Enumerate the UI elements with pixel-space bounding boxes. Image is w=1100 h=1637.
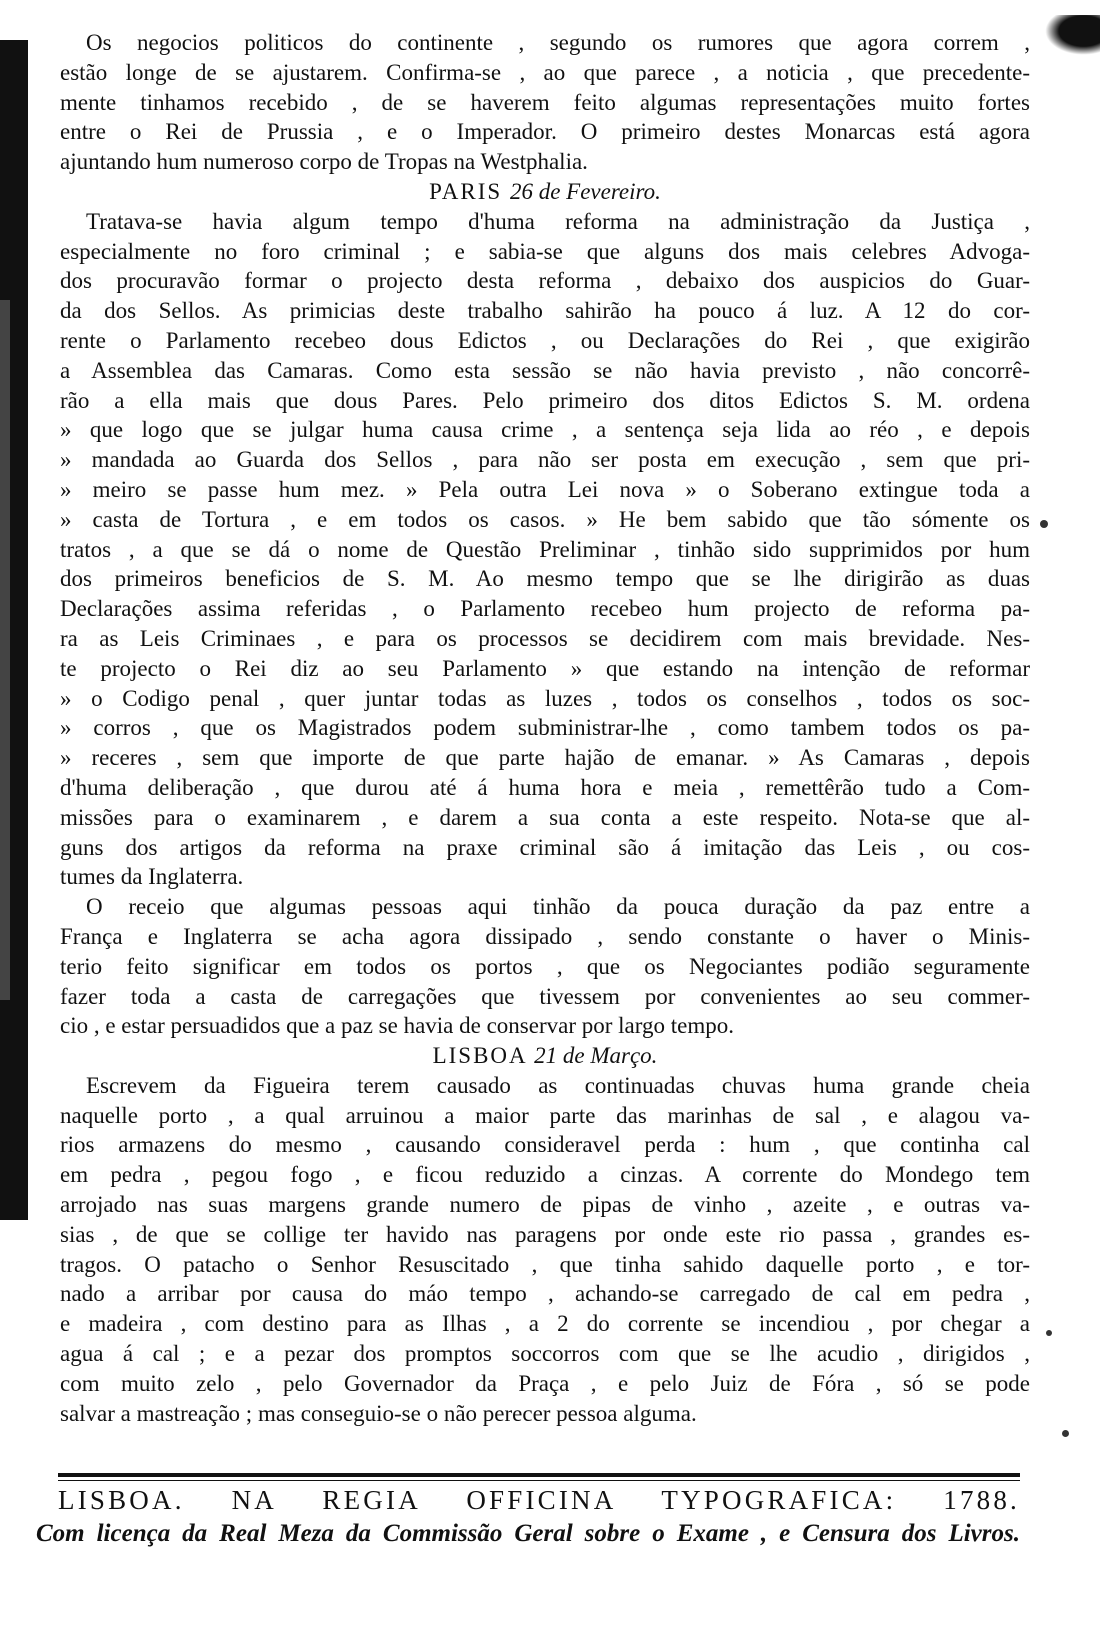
ink-blot (1045, 15, 1100, 55)
text-line: rios armazens do mesmo , causando consideravel perda : hum , que continha cal (60, 1132, 1030, 1158)
text-line: tragos. O patacho o Senhor Resuscitado , que tinha sahido daquelle porto , e tor- (60, 1251, 1030, 1277)
text-line: Tratava-se havia algum tempo d'huma reforma na administração da Justiça , (86, 208, 1030, 234)
news-paragraph-figueira-flood (60, 1071, 1030, 1429)
text-line: agua á cal ; e a pezar dos promptos soccorros com que se lhe acudio , dirigidos , (60, 1341, 1030, 1367)
heading-city: LISBOA (432, 1043, 527, 1069)
text-line: da dos Sellos. As primicias deste trabalho sahirão ha pouco á luz. A 12 do cor- (60, 298, 1030, 324)
heading-paris (60, 177, 1030, 207)
newspaper-page (60, 28, 1030, 1428)
text-line: nado a arribar por causa do máo tempo , achando-se carregado de cal em pedra , (60, 1281, 1030, 1307)
text-line: França e Inglaterra se acha agora dissipado , sendo constante o haver o Minis- (60, 923, 1030, 949)
text-line: ra as Leis Criminaes , e para os processos se decidirem com mais brevidade. Nes- (60, 625, 1030, 651)
text-line: ajuntando hum numeroso corpo de Tropas na Westphalia. (60, 149, 588, 175)
text-line: dos procuravão formar o projecto desta reforma , debaixo dos auspicios do Guar- (60, 268, 1030, 294)
text-line: te projecto o Rei diz ao seu Parlamento » que estando na intenção de reformar (60, 655, 1030, 681)
text-line: » corros , que os Magistrados podem subministrar-lhe , como tambem todos os pa- (60, 715, 1030, 741)
ink-speck (1046, 1330, 1052, 1336)
ink-speck (1062, 1430, 1069, 1437)
text-line: com muito zelo , pelo Governador da Praça , e pelo Juiz de Fóra , só se pode (60, 1370, 1030, 1396)
text-line: Os negocios politicos do continente , segundo os rumores que agora correm , (86, 30, 1030, 55)
text-line: tratos , a que se dá o nome de Questão Preliminar , tinhão sido supprimidos por hum (60, 536, 1030, 562)
text-line: Escrevem da Figueira terem causado as continuadas chuvas huma grande cheia (86, 1072, 1030, 1098)
text-line: » o Codigo penal , quer juntar todas as luzes , todos os conselhos , todos os soc- (60, 685, 1030, 711)
text-line: estão longe de se ajustarem. Confirma-se , ao que parece , a noticia , que precedente- (60, 59, 1030, 85)
heading-date: 26 de Fevereiro. (509, 178, 661, 204)
text-line: dos primeiros beneficios de S. M. Ao mesmo tempo que se lhe dirigirão as duas (60, 566, 1030, 592)
text-line: d'huma deliberação , que durou até á huma hora e meia , remettêrão tudo a Com- (60, 774, 1030, 800)
text-line: e madeira , com destino para as Ilhas , a 2 do corrente se incendiou , por chegar a (60, 1311, 1030, 1337)
text-line: » casta de Tortura , e em todos os casos. » He bem sabido que tão sómente os (60, 506, 1030, 532)
text-line: fazer toda a casta de carregações que tivessem por convenientes ao seu commer- (60, 983, 1030, 1009)
text-line: especialmente no foro criminal ; e sabia-se que alguns dos mais celebres Advoga- (60, 238, 1030, 264)
text-line: terio feito significar em todos os portos , que os Negociantes podião seguramente (60, 953, 1030, 979)
text-line: rente o Parlamento recebeo dous Edictos , ou Declarações do Rei , que exigirão (60, 327, 1030, 353)
page-edge-shadow-inner (0, 300, 10, 1000)
text-line: missões para o examinarem , e darem a sua conta a este respeito. Nota-se que al- (60, 804, 1030, 830)
text-line: » que logo que se julgar huma causa crime , a sentença seja lida ao réo , e depois (60, 417, 1030, 443)
text-line: » mandada ao Guarda dos Sellos , para não ser posta em execução , sem que pri- (60, 447, 1030, 473)
text-line: arrojado nas suas margens grande numero de pipas de vinho , azeite , e outras va- (60, 1192, 1030, 1218)
text-line: O receio que algumas pessoas aqui tinhão da pouca duração da paz entre a (86, 894, 1030, 920)
news-paragraph-justice-reform (60, 207, 1030, 892)
text-line: mente tinhamos recebido , de se haverem feito algumas representações muito fortes (60, 89, 1030, 115)
text-line: naquelle porto , a qual arruinou a maior parte das marinhas de sal , e alagou va- (60, 1102, 1030, 1128)
heading-city: PARIS (429, 178, 503, 204)
text-line: em pedra , pegou fogo , e ficou reduzido a cinzas. A corrente do Mondego tem (60, 1162, 1030, 1188)
text-line: a Assemblea das Camaras. Como esta sessão se não havia previsto , não concorrê- (60, 357, 1030, 383)
text-line: tumes da Inglaterra. (60, 864, 244, 890)
ink-speck (1040, 520, 1048, 528)
text-line: guns dos artigos da reforma na praxe criminal são á imitação das Leis , ou cos- (60, 834, 1030, 860)
text-line: Declarações assima referidas , o Parlamento recebeo hum projecto de reforma pa- (60, 596, 1030, 622)
news-paragraph-peace (60, 892, 1030, 1041)
text-line: salvar a mastreação ; mas conseguio-se o não perecer pessoa alguma. (60, 1400, 697, 1426)
heading-lisboa (60, 1041, 1030, 1071)
text-line: cio , e estar persuadidos que a paz se havia de conservar por largo tempo. (60, 1013, 734, 1039)
printer-imprint: LISBOA. NA REGIA OFFICINA TYPOGRAFICA: 1788. (58, 1485, 1020, 1515)
footer-rule-thin (58, 1480, 1020, 1481)
text-line: rão a ella mais que dous Pares. Pelo primeiro dos ditos Edictos S. M. ordena (60, 387, 1030, 413)
text-line: sias , de que se collige ter havido nas paragens por onde este rio passa , grandes es- (60, 1221, 1030, 1247)
text-line: entre o Rei de Prussia , e o Imperador. O primeiro destes Monarcas está agora (60, 119, 1030, 145)
text-line: » receres , sem que importe de que parte hajão de emanar. » As Camaras , depois (60, 745, 1030, 771)
heading-date: 21 de Março. (534, 1043, 658, 1069)
censorship-licence: Com licença da Real Meza da Commissão Geral sobre o Exame , e Censura dos Livros. (36, 1520, 1020, 1547)
text-line: » meiro se passe hum mez. » Pela outra Lei nova » o Soberano extingue toda a (60, 476, 1030, 502)
footer-rule-thick (58, 1473, 1020, 1477)
news-paragraph-continent (60, 28, 1030, 177)
